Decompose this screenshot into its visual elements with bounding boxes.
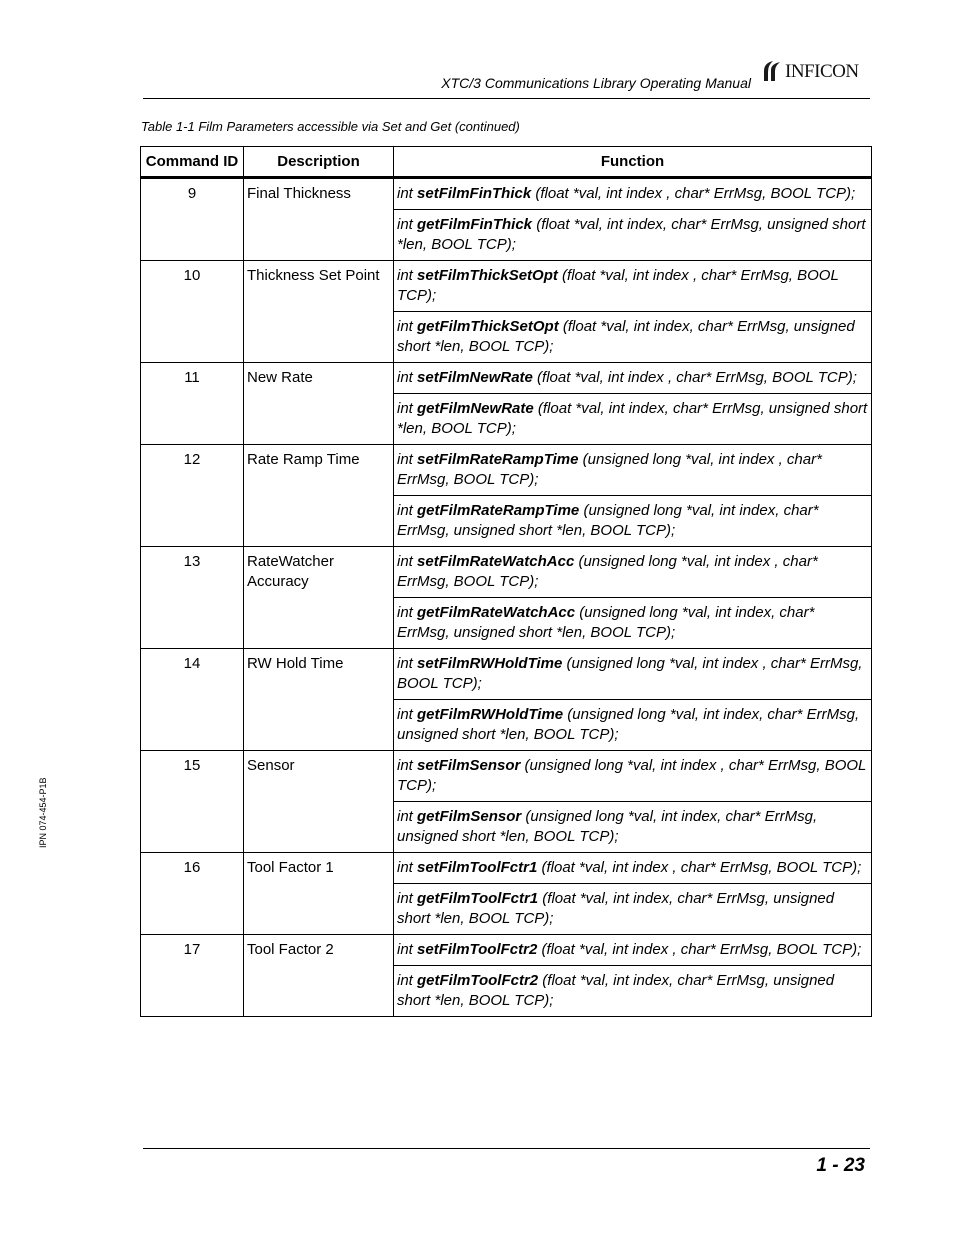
set-function-cell (394, 178, 872, 210)
get-function-name: getFilmRateWatchAcc (417, 604, 576, 621)
return-type: int (397, 502, 418, 519)
return-type: int (397, 451, 418, 468)
command-id-cell: 17 (141, 935, 244, 1017)
get-function-cell (394, 884, 872, 935)
function-args: (unsigned long *val, int index , char* ErrMsg, BOOL TCP); (397, 757, 867, 794)
column-header-description: Description (244, 147, 394, 178)
get-function-name: getFilmToolFctr1 (417, 890, 539, 907)
set-function-cell (394, 445, 872, 496)
command-id-cell: 13 (141, 547, 244, 649)
command-id-cell: 10 (141, 261, 244, 363)
table-caption: Table 1-1 Film Parameters accessible via Set and Get (continued) (141, 119, 520, 134)
get-function-name: getFilmNewRate (417, 400, 534, 417)
function-args: (unsigned long *val, int index, char* ErrMsg, unsigned short *len, BOOL TCP); (397, 502, 819, 539)
table-row (141, 445, 872, 496)
set-function-name: setFilmSensor (417, 757, 521, 774)
inficon-logo-icon (761, 59, 783, 83)
description-cell: Sensor (244, 751, 394, 853)
function-args: (float *val, int index , char* ErrMsg, BOOL TCP); (532, 369, 857, 386)
description-cell: New Rate (244, 363, 394, 445)
return-type: int (397, 706, 418, 723)
function-args: (float *val, int index, char* ErrMsg, unsigned short *len, BOOL TCP); (397, 400, 868, 437)
description-cell: RateWatcher Accuracy (244, 547, 394, 649)
get-function-cell (394, 700, 872, 751)
command-id-cell: 16 (141, 853, 244, 935)
return-type: int (397, 808, 418, 825)
header-title: XTC/3 Communications Library Operating Manual (441, 75, 751, 91)
return-type: int (397, 890, 418, 907)
side-document-number: IPN 074-454-P1B (38, 777, 48, 848)
return-type: int (397, 267, 418, 284)
function-args: (float *val, int index, char* ErrMsg, unsigned short *len, BOOL TCP); (397, 972, 835, 1009)
function-args: (float *val, int index , char* ErrMsg, BOOL TCP); (531, 185, 856, 202)
page-number: 1 - 23 (816, 1155, 865, 1176)
logo-text: INFICON (785, 61, 859, 82)
function-args: (unsigned long *val, int index, char* ErrMsg, unsigned short *len, BOOL TCP); (397, 604, 815, 641)
set-function-name: setFilmToolFctr1 (417, 859, 538, 876)
return-type: int (397, 369, 418, 386)
function-args: (float *val, int index , char* ErrMsg, BOOL TCP); (537, 941, 862, 958)
function-args: (unsigned long *val, int index, char* ErrMsg, unsigned short *len, BOOL TCP); (397, 808, 818, 845)
set-function-cell (394, 935, 872, 966)
get-function-name: getFilmFinThick (417, 216, 533, 233)
function-args: (float *val, int index, char* ErrMsg, unsigned short *len, BOOL TCP); (397, 216, 866, 253)
get-function-name: getFilmToolFctr2 (417, 972, 539, 989)
return-type: int (397, 400, 418, 417)
table-row (141, 261, 872, 312)
get-function-cell (394, 966, 872, 1017)
table-header-row (141, 147, 872, 178)
function-args: (float *val, int index , char* ErrMsg, BOOL TCP); (397, 267, 839, 304)
description-cell: Final Thickness (244, 178, 394, 261)
set-function-name: setFilmFinThick (417, 185, 532, 202)
set-function-cell (394, 363, 872, 394)
get-function-name: getFilmSensor (417, 808, 522, 825)
get-function-name: getFilmThickSetOpt (417, 318, 559, 335)
return-type: int (397, 604, 418, 621)
table-row (141, 649, 872, 700)
command-id-cell: 11 (141, 363, 244, 445)
get-function-cell (394, 598, 872, 649)
get-function-cell (394, 312, 872, 363)
return-type: int (397, 216, 418, 233)
set-function-cell (394, 547, 872, 598)
function-args: (float *val, int index , char* ErrMsg, BOOL TCP); (537, 859, 862, 876)
header-rule (143, 98, 870, 99)
set-function-cell (394, 261, 872, 312)
get-function-cell (394, 802, 872, 853)
description-cell: Rate Ramp Time (244, 445, 394, 547)
table-row (141, 178, 872, 210)
description-cell: Thickness Set Point (244, 261, 394, 363)
command-id-cell: 14 (141, 649, 244, 751)
description-cell: Tool Factor 2 (244, 935, 394, 1017)
return-type: int (397, 185, 418, 202)
description-cell: Tool Factor 1 (244, 853, 394, 935)
function-args: (unsigned long *val, int index , char* ErrMsg, BOOL TCP); (397, 655, 863, 692)
return-type: int (397, 655, 418, 672)
set-function-name: setFilmThickSetOpt (417, 267, 558, 284)
return-type: int (397, 972, 418, 989)
set-function-cell (394, 649, 872, 700)
get-function-name: getFilmRateRampTime (417, 502, 580, 519)
return-type: int (397, 318, 418, 335)
function-args: (float *val, int index, char* ErrMsg, unsigned short *len, BOOL TCP); (397, 890, 835, 927)
inficon-logo (761, 58, 873, 84)
description-cell: RW Hold Time (244, 649, 394, 751)
set-function-cell (394, 853, 872, 884)
table-row (141, 935, 872, 966)
column-header-command-id: Command ID (141, 147, 244, 178)
table-row (141, 363, 872, 394)
set-function-name: setFilmToolFctr2 (417, 941, 538, 958)
set-function-name: setFilmNewRate (417, 369, 533, 386)
table-row (141, 751, 872, 802)
set-function-cell (394, 751, 872, 802)
set-function-name: setFilmRWHoldTime (417, 655, 563, 672)
get-function-cell (394, 394, 872, 445)
get-function-name: getFilmRWHoldTime (417, 706, 564, 723)
return-type: int (397, 757, 418, 774)
get-function-cell (394, 210, 872, 261)
table-row (141, 547, 872, 598)
get-function-cell (394, 496, 872, 547)
command-id-cell: 15 (141, 751, 244, 853)
set-function-name: setFilmRateRampTime (417, 451, 579, 468)
command-id-cell: 9 (141, 178, 244, 261)
function-args: (float *val, int index, char* ErrMsg, unsigned short *len, BOOL TCP); (397, 318, 855, 355)
return-type: int (397, 859, 418, 876)
function-args: (unsigned long *val, int index , char* ErrMsg, BOOL TCP); (397, 451, 822, 488)
return-type: int (397, 553, 418, 570)
table-row (141, 853, 872, 884)
film-parameters-table (140, 146, 872, 1017)
command-id-cell: 12 (141, 445, 244, 547)
function-args: (unsigned long *val, int index, char* ErrMsg, unsigned short *len, BOOL TCP); (397, 706, 860, 743)
column-header-function: Function (394, 147, 872, 178)
function-args: (unsigned long *val, int index , char* ErrMsg, BOOL TCP); (397, 553, 818, 590)
footer-rule (143, 1148, 870, 1149)
return-type: int (397, 941, 418, 958)
set-function-name: setFilmRateWatchAcc (417, 553, 575, 570)
